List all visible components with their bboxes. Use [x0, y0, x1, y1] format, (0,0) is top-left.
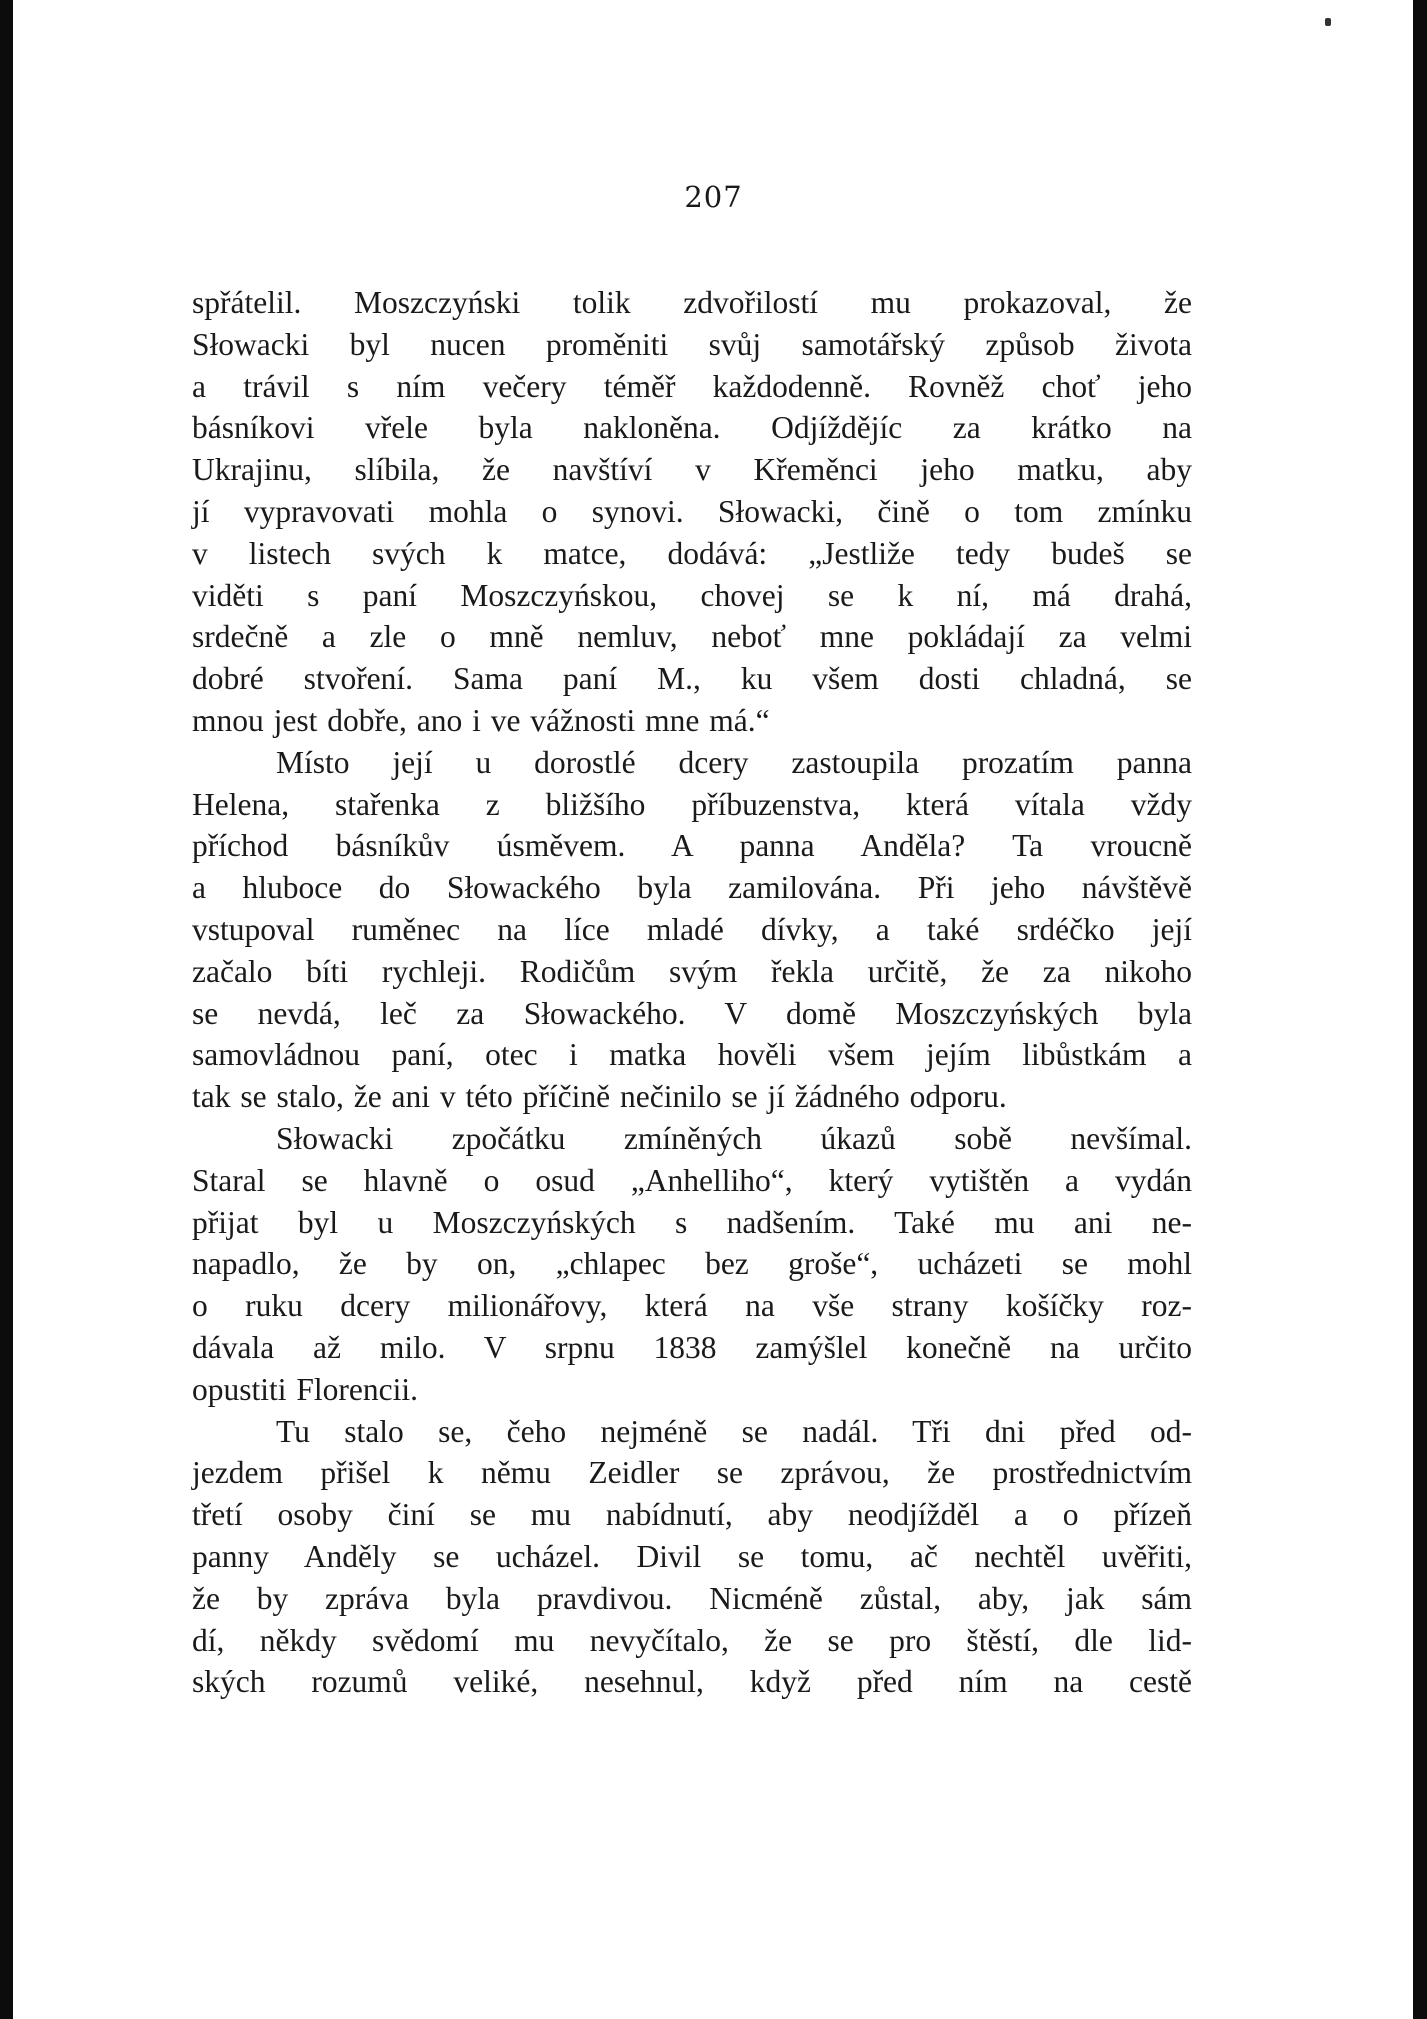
text-line: panny Anděly se ucházel. Divil se tomu, ač nechtěl uvěřiti,: [192, 1538, 1192, 1574]
text-line: třetí osoby činí se mu nabídnutí, aby neodjížděl a o přízeň: [192, 1497, 1192, 1533]
text-line: dobré stvoření. Sama paní M., ku všem dosti chladná, se: [192, 661, 1192, 697]
text-line: se nevdá, leč za Słowackého. V domě Moszczyńských byla: [192, 995, 1192, 1031]
text-line: básníkovi vřele byla nakloněna. Odjíždějíc za krátko na: [192, 410, 1192, 446]
text-line: dí, někdy svědomí mu nevyčítalo, že se pro štěstí, dle lid-: [192, 1622, 1192, 1658]
text-line: dávala až milo. V srpnu 1838 zamýšlel konečně na určito: [192, 1329, 1192, 1365]
text-line: Staral se hlavně o osud „Anhelliho“, který vytištěn a vydán: [192, 1162, 1192, 1198]
text-line: vstupoval ruměnec na líce mladé dívky, a také srdéčko její: [192, 911, 1192, 947]
scan-speck: [1325, 18, 1331, 26]
text-line: spřátelil. Moszczyński tolik zdvořilostí mu prokazoval, že: [192, 285, 1192, 320]
text-line: viděti s paní Moszczyńskou, chovej se k ní, má drahá,: [192, 577, 1192, 613]
text-line: v listech svých k matce, dodává: „Jestliže tedy budeš se: [192, 535, 1192, 571]
text-line: že by zpráva byla pravdivou. Nicméně zůstal, aby, jak sám: [192, 1580, 1192, 1616]
scan-border-left: [0, 0, 13, 2019]
text-line: mnou jest dobře, ano i ve vážnosti mne má.“: [192, 702, 770, 738]
text-line: Słowacki byl nucen proměniti svůj samotářský způsob života: [192, 326, 1192, 362]
text-line: jezdem přišel k němu Zeidler se zprávou, že prostřednictvím: [192, 1455, 1192, 1491]
text-line: samovládnou paní, otec i matka hověli všem jejím libůstkám a: [192, 1037, 1192, 1073]
text-line: Słowacki zpočátku zmíněných úkazů sobě nevšímal.: [276, 1120, 1192, 1156]
body-text: [192, 282, 1192, 1703]
text-line: a hluboce do Słowackého byla zamilována. Při jeho návštěvě: [192, 870, 1192, 906]
text-line: srdečně a zle o mně nemluv, neboť mne pokládají za velmi: [192, 619, 1192, 655]
text-line: Místo její u dorostlé dcery zastoupila prozatím panna: [276, 744, 1192, 780]
text-line: ských rozumů veliké, nesehnul, když před ním na cestě: [192, 1664, 1192, 1700]
text-line: Helena, stařenka z bližšího příbuzenstva, která vítala vždy: [192, 786, 1192, 822]
text-line: a trávil s ním večery téměř každodenně. Rovněž choť jeho: [192, 368, 1192, 404]
text-line: přijat byl u Moszczyńských s nadšením. Také mu ani ne-: [192, 1204, 1192, 1240]
text-line: příchod básníkův úsměvem. A panna Anděla? Ta vroucně: [192, 828, 1192, 864]
text-line: začalo bíti rychleji. Rodičům svým řekla určitě, že za nikoho: [192, 953, 1192, 989]
text-line: Ukrajinu, slíbila, že navštíví v Křeměnci jeho matku, aby: [192, 452, 1192, 488]
text-line: o ruku dcery milionářovy, která na vše strany košíčky roz-: [192, 1288, 1192, 1324]
text-line: opustiti Florencii.: [192, 1371, 418, 1407]
page-number: 207: [684, 180, 743, 214]
text-line: Tu stalo se, čeho nejméně se nadál. Tři dni před od-: [276, 1413, 1192, 1449]
text-line: jí vypravovati mohla o synovi. Słowacki, čině o tom zmínku: [192, 493, 1192, 529]
text-line: napadlo, že by on, „chlapec bez groše“, ucházeti se mohl: [192, 1246, 1192, 1282]
scan-border-right: [1413, 0, 1427, 2019]
text-line: tak se stalo, že ani v této příčině nečinilo se jí žádného odporu.: [192, 1079, 1007, 1115]
